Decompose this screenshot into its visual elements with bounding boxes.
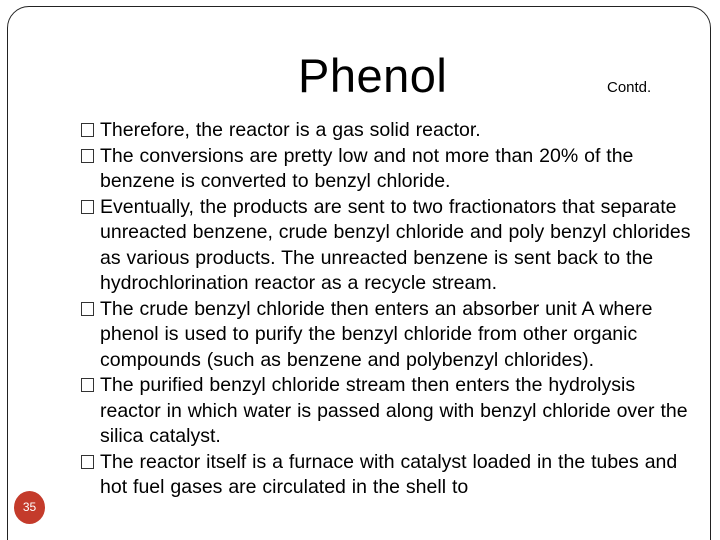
bullet-item	[82, 450, 692, 501]
bullet-text: Therefore, the reactor is a gas solid reactor.	[100, 119, 481, 141]
bullet-text: Eventually, the products are sent to two fractionators that separate unreacted benzene, crude benzyl chloride and poly benzyl chlorides as various products. The unreacted benzene is sent back to the hydrochlorination reactor as a recycle stream.	[100, 195, 691, 294]
hollow-square-bullet-icon	[81, 149, 94, 163]
hollow-square-bullet-icon	[81, 378, 94, 392]
bullet-item	[82, 297, 692, 374]
hollow-square-bullet-icon	[81, 200, 94, 214]
bullet-item	[82, 118, 692, 144]
slide-title: Phenol	[298, 49, 448, 102]
bullet-text: The purified benzyl chloride stream then enters the hydrolysis reactor in which water is passed along with benzyl chloride over the silica catalyst.	[100, 374, 688, 447]
bullet-item	[82, 144, 692, 195]
page-number: 35	[22, 500, 37, 514]
bullet-text: The conversions are pretty low and not more than 20% of the benzene is converted to benzyl chloride.	[100, 144, 634, 192]
bullet-list	[82, 118, 692, 501]
hollow-square-bullet-icon	[81, 302, 94, 316]
bullet-text: The crude benzyl chloride then enters an absorber unit A where phenol is used to purify the benzyl chloride from other organic compounds (such as benzene and polybenzyl chlorides).	[100, 297, 653, 371]
slide-subtitle: Contd.	[607, 79, 652, 96]
bullet-item	[82, 373, 692, 450]
bullet-text: The reactor itself is a furnace with catalyst loaded in the tubes and hot fuel gases are circulated in the shell to	[100, 450, 678, 498]
hollow-square-bullet-icon	[81, 123, 94, 137]
hollow-square-bullet-icon	[81, 455, 94, 469]
bullet-item	[82, 195, 692, 297]
page-number-badge	[14, 491, 45, 524]
